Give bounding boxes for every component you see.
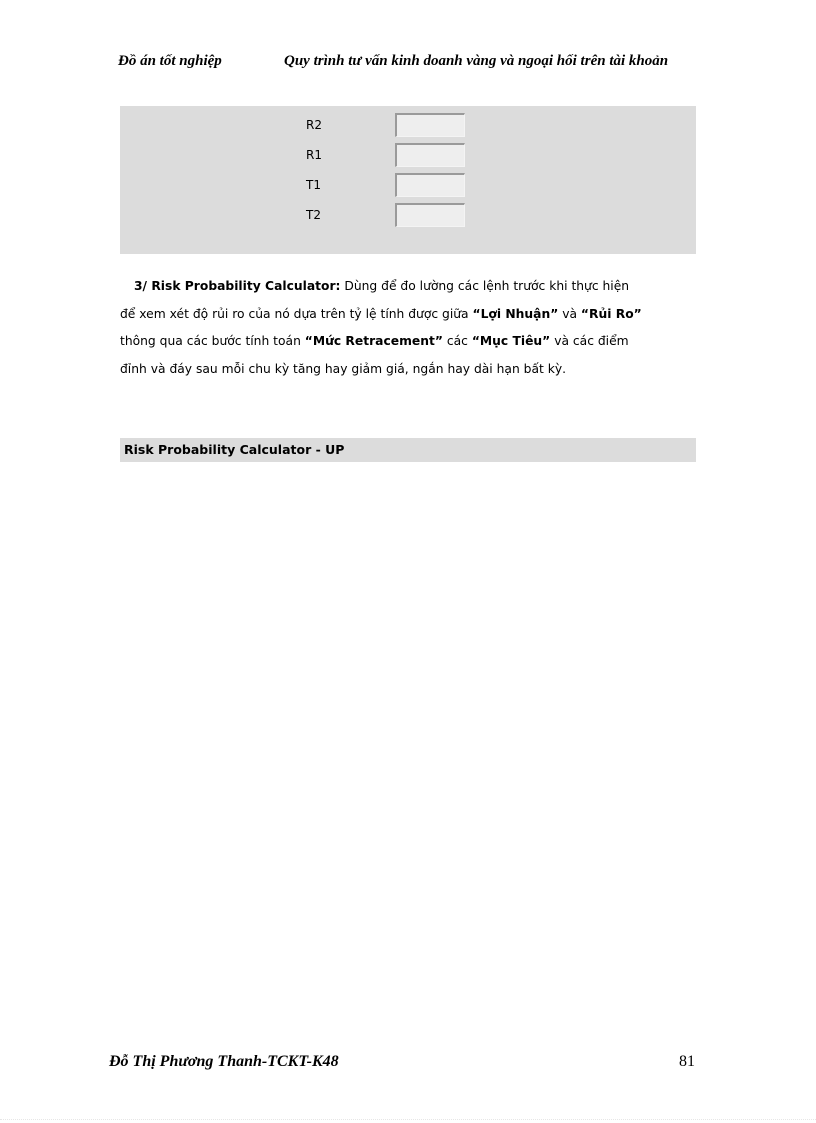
t2-label: T2: [306, 208, 321, 222]
paragraph-text: thông qua các bước tính toán: [120, 334, 305, 348]
retracement-term: “Mức Retracement”: [304, 334, 443, 348]
paragraph-text: Dùng để đo lường các lệnh trước khi thực hiện: [340, 279, 630, 293]
paragraph-text: các: [442, 334, 472, 348]
target-term: “Mục Tiêu”: [471, 334, 551, 348]
t1-input[interactable]: [395, 173, 465, 197]
page-number: 81: [679, 1053, 695, 1070]
paragraph-line-4: [120, 356, 696, 384]
calculator-form-panel: [120, 106, 696, 254]
profit-term: “Lợi Nhuận”: [472, 306, 559, 321]
paragraph-text: để xem xét độ rủi ro của nó dựa trên tỷ lệ tính được giữa: [120, 306, 473, 321]
risk-term: “Rủi Ro”: [580, 306, 642, 321]
section-heading: 3/ Risk Probability Calculator:: [134, 279, 341, 293]
section-title-bar: [120, 438, 696, 462]
paragraph-line-3: [120, 328, 696, 356]
r1-label: R1: [306, 148, 322, 162]
form-row-r1: [120, 143, 696, 167]
page-bottom-divider: [0, 1119, 816, 1121]
section-title: Risk Probability Calculator - UP: [124, 442, 345, 457]
form-row-t1: [120, 173, 696, 197]
paragraph-line-1: [120, 273, 696, 301]
r2-label: R2: [306, 118, 322, 132]
footer-author: Đỗ Thị Phương Thanh-TCKT-K48: [109, 1053, 339, 1070]
paragraph-text: và: [558, 306, 581, 321]
paragraph-text: và các điểm: [550, 334, 629, 348]
paragraph-line-2: [120, 301, 696, 329]
description-paragraph: [120, 273, 696, 383]
form-row-t2: [120, 203, 696, 227]
t2-input[interactable]: [395, 203, 465, 227]
header-doc-type: Đồ án tốt nghiệp: [118, 53, 222, 69]
form-row-r2: [120, 113, 696, 137]
r1-input[interactable]: [395, 143, 465, 167]
t1-label: T1: [306, 178, 321, 192]
paragraph-text: đỉnh và đáy sau mỗi chu kỳ tăng hay giảm giá, ngắn hay dài hạn bất kỳ.: [120, 361, 567, 376]
r2-input[interactable]: [395, 113, 465, 137]
header-doc-title: Quy trình tư vấn kinh doanh vàng và ngoại hối trên tài khoản: [284, 53, 669, 69]
